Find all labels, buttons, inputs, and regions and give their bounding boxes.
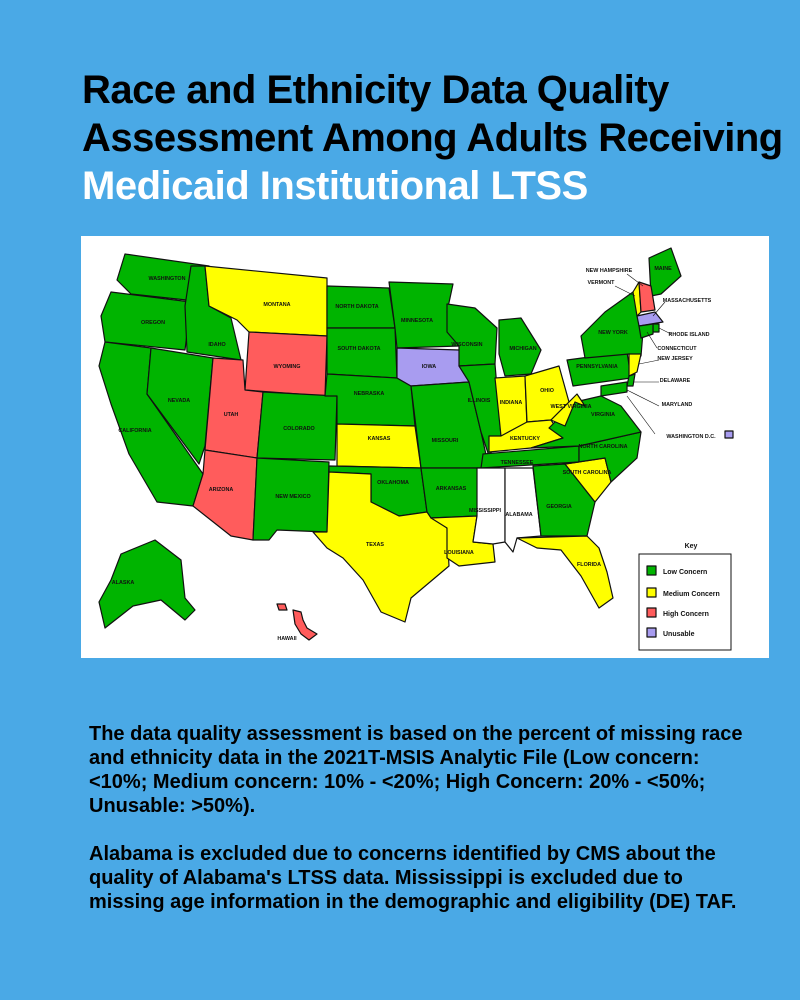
title-line-3: Medicaid Institutional LTSS [82, 164, 588, 208]
state-label-newjersey: NEW JERSEY [657, 356, 693, 362]
description-exclusions: Alabama is excluded due to concerns identified by CMS about the quality of Alabama's LTSS data. Mississippi is excluded due to missing age information in the demographic and eligibility (DE) TAF. [89, 843, 737, 913]
state-label-dc: WASHINGTON D.C. [666, 434, 716, 440]
state-label-newhampshire: NEW HAMPSHIRE [585, 268, 633, 274]
state-label-connecticut: CONNECTICUT [657, 346, 697, 352]
state-label-virginia: VIRGINIA [591, 412, 615, 418]
state-label-massachusetts: MASSACHUSETTS [662, 298, 712, 304]
state-newjersey [629, 354, 641, 376]
state-label-arkansas: ARKANSAS [435, 486, 467, 492]
state-label-newyork: NEW YORK [598, 330, 628, 336]
page-title [82, 66, 782, 210]
state-florida [517, 536, 613, 608]
key-label-medium: Medium Concern [663, 591, 720, 598]
map-key [639, 543, 731, 650]
state-label-vermont: VERMONT [587, 280, 615, 286]
state-label-hawaii: HAWAII [277, 636, 297, 642]
state-label-illinois: ILLINOIS [467, 398, 491, 404]
description [89, 722, 759, 938]
state-label-mississippi: MISSISSIPPI [468, 508, 502, 514]
state-label-maine: MAINE [654, 266, 672, 272]
state-label-delaware: DELAWARE [659, 378, 691, 384]
title-line-1: Race and Ethnicity Data Quality [82, 68, 669, 112]
state-maryland [601, 382, 627, 396]
state-arizona [193, 450, 257, 540]
key-swatch-unusable [647, 628, 656, 637]
state-label-rhodeisland: RHODE ISLAND [668, 332, 710, 338]
state-label-iowa: IOWA [421, 364, 437, 370]
state-kansas [337, 424, 421, 468]
us-map [81, 236, 769, 658]
state-newyork [581, 292, 643, 358]
key-label-high: High Concern [663, 611, 709, 618]
state-label-alaska: ALASKA [111, 580, 135, 586]
state-label-northcarolina: NORTH CAROLINA [578, 444, 628, 450]
state-label-nevada: NEVADA [167, 398, 191, 404]
state-label-idaho: IDAHO [208, 342, 226, 348]
state-connecticut [639, 324, 653, 338]
state-label-oregon: OREGON [141, 320, 165, 326]
state-dc [725, 431, 733, 438]
state-label-tennessee: TENNESSEE [500, 460, 534, 466]
state-label-westvirginia: WEST VIRGINIA [550, 404, 592, 410]
state-label-wyoming: WYOMING [273, 364, 301, 370]
state-maine [649, 248, 681, 296]
state-label-kansas: KANSAS [367, 436, 391, 442]
state-label-georgia: GEORGIA [546, 504, 572, 510]
state-hawaii [277, 604, 317, 640]
description-methodology: The data quality assessment is based on the percent of missing race and ethnicity data in the 2021T-MSIS Analytic File (Low concern: <10%; Medium concern: 10% - <20%; High Concern: 20% - <50%; Unusable: >50%). [89, 723, 743, 817]
state-label-wisconsin: WISCONSIN [451, 342, 483, 348]
key-swatch-medium [647, 588, 656, 597]
state-label-michigan: MICHIGAN [509, 346, 537, 352]
key-swatch-high [647, 608, 656, 617]
key-swatch-low [647, 566, 656, 575]
key-label-unusable: Unusable [663, 631, 695, 638]
state-label-alabama: ALABAMA [505, 512, 533, 518]
state-label-northdakota: NORTH DAKOTA [335, 304, 379, 310]
state-label-kentucky: KENTUCKY [510, 436, 540, 442]
state-rhodeisland [653, 324, 659, 332]
state-label-minnesota: MINNESOTA [401, 318, 433, 324]
key-label-low: Low Concern [663, 569, 708, 576]
us-map-panel [81, 236, 769, 658]
state-label-ohio: OHIO [540, 388, 554, 394]
state-mississippi [473, 468, 505, 544]
state-label-maryland: MARYLAND [661, 402, 693, 408]
state-label-arizona: ARIZONA [208, 487, 234, 493]
state-label-louisiana: LOUISIANA [444, 550, 474, 556]
state-nebraska [325, 374, 415, 426]
state-label-southdakota: SOUTH DAKOTA [337, 346, 381, 352]
state-label-california: CALIFORNIA [118, 428, 152, 434]
state-southdakota [327, 328, 397, 378]
state-label-florida: FLORIDA [577, 562, 601, 568]
state-label-oklahoma: OKLAHOMA [377, 480, 409, 486]
state-label-missouri: MISSOURI [431, 438, 459, 444]
state-label-colorado: COLORADO [283, 426, 315, 432]
state-label-indiana: INDIANA [499, 400, 523, 406]
state-label-montana: MONTANA [263, 302, 291, 308]
state-label-southcarolina: SOUTH CAROLINA [562, 470, 612, 476]
state-label-nebraska: NEBRASKA [353, 391, 385, 397]
state-label-texas: TEXAS [366, 542, 384, 548]
state-label-washington: WASHINGTON [148, 276, 186, 282]
state-label-newmexico: NEW MEXICO [275, 494, 311, 500]
state-label-pennsylvania: PENNSYLVANIA [576, 364, 618, 370]
state-label-utah: UTAH [223, 412, 239, 418]
key-title: Key [684, 543, 698, 550]
title-line-2: Assessment Among Adults Receiving [82, 116, 783, 160]
